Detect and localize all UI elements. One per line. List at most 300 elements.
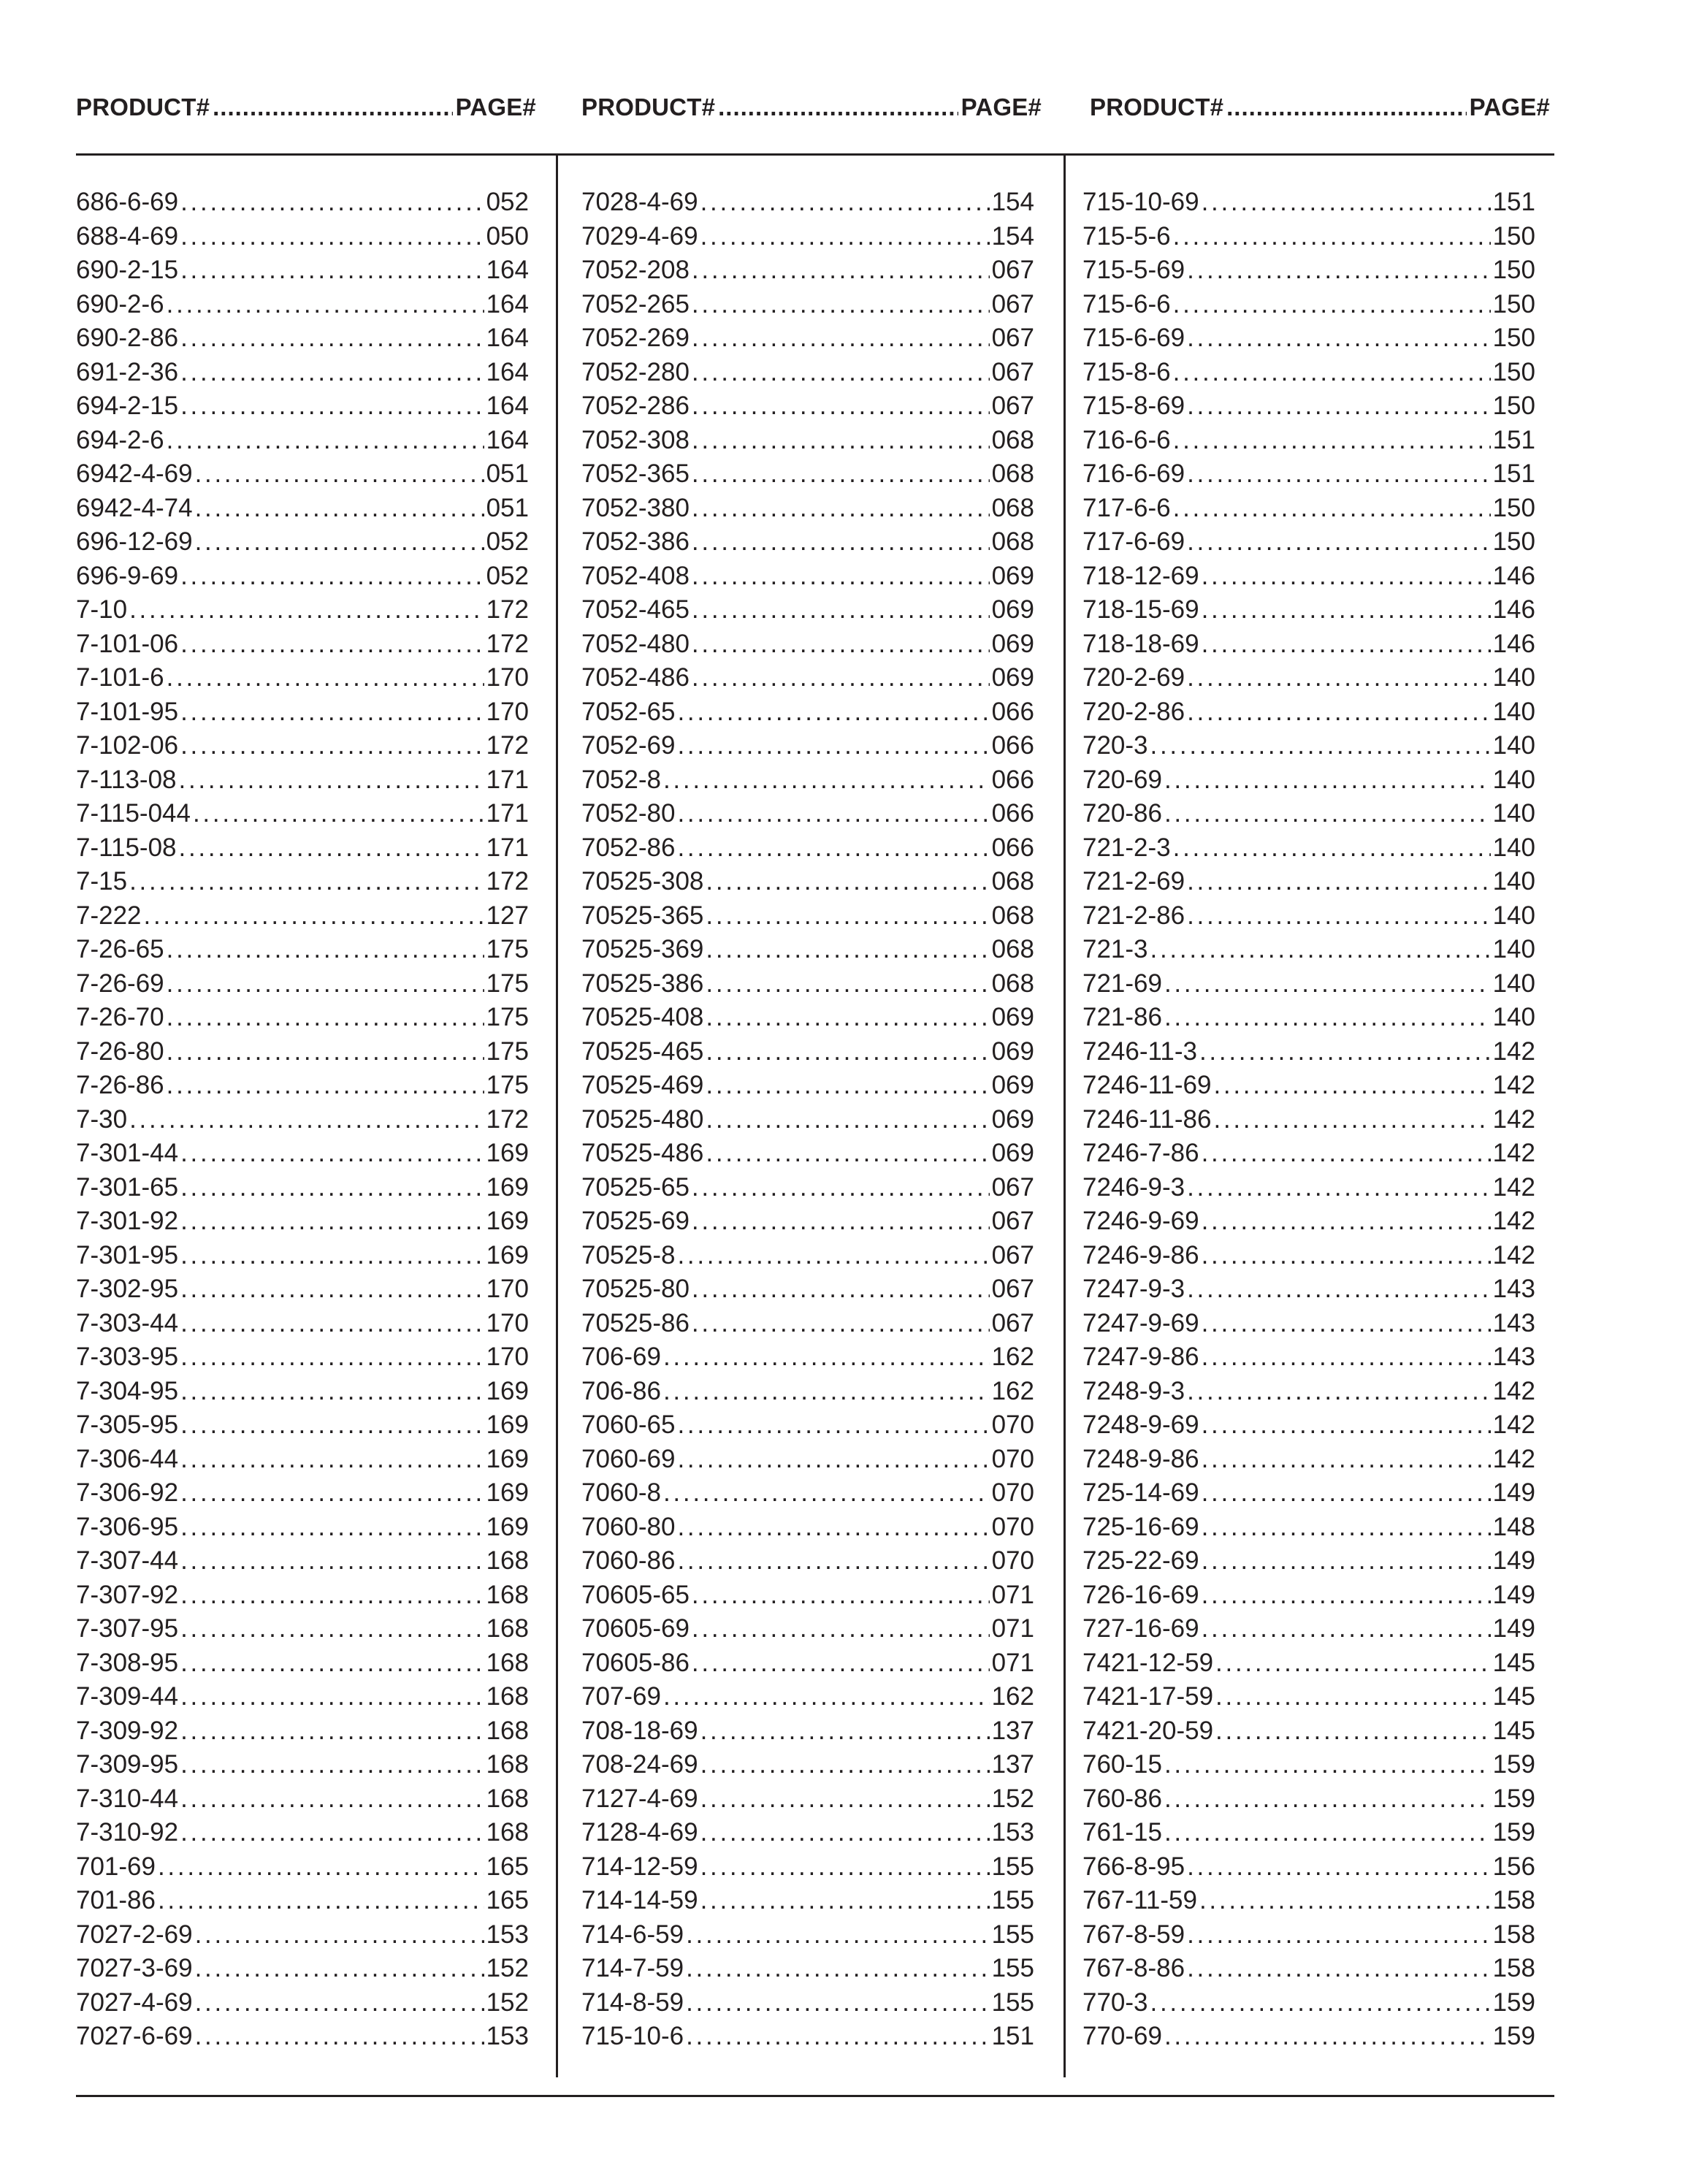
page-number: 071 [991,1580,1034,1609]
index-entry [581,1272,1034,1307]
dot-leader [700,186,990,220]
index-entry [581,1375,1034,1409]
dot-leader [1202,1340,1491,1375]
product-number: 7-26-65 [76,935,164,963]
dot-leader [180,1714,484,1749]
product-number: 7-307-44 [76,1546,179,1575]
product-number: 766-8-95 [1082,1852,1185,1881]
page-number: 067 [991,1240,1034,1269]
product-number: 760-86 [1082,1784,1162,1813]
dot-leader [1202,1239,1491,1273]
product-number: 70525-308 [581,867,704,896]
index-entry [76,1137,529,1171]
index-entry [1082,1680,1535,1714]
index-entry [581,1443,1034,1477]
index-entry [76,1476,529,1511]
page-number: 068 [991,459,1034,488]
index-entry [581,1578,1034,1613]
index-entry [76,661,529,695]
index-entry [76,797,529,831]
page-number: 142 [1492,1376,1535,1405]
product-number: 726-16-69 [1082,1580,1199,1609]
index-entry [1082,1272,1535,1307]
dot-leader [1150,1986,1491,2020]
page-number: 149 [1492,1546,1535,1575]
header-dot-leader [718,93,958,121]
index-entry [1082,220,1535,254]
dot-leader [180,220,484,254]
dot-leader [1202,593,1491,627]
dot-leader [180,1171,484,1205]
index-entry [76,865,529,899]
dot-leader [195,1986,484,2020]
product-number: 690-2-15 [76,256,179,284]
page-number: 146 [1492,595,1535,624]
dot-leader [677,1544,989,1578]
dot-leader [1173,492,1491,526]
product-number: 7-301-95 [76,1240,179,1269]
page-number: 142 [1492,1240,1535,1269]
dot-leader [167,1069,484,1103]
dot-leader [1173,220,1491,254]
index-entry [76,933,529,967]
index-entry [581,1476,1034,1511]
product-number: 7-306-44 [76,1444,179,1473]
dot-leader [180,1612,484,1646]
page-number: 069 [991,629,1034,658]
index-entry [76,389,529,424]
page-number: 171 [486,833,529,862]
product-number: 7-303-44 [76,1308,179,1337]
page-number: 175 [486,1003,529,1031]
index-entry [76,1782,529,1817]
column-header-1 [76,93,536,121]
product-number: 7-308-95 [76,1648,179,1677]
product-number: 7127-4-69 [581,1784,698,1813]
page-number: 070 [991,1478,1034,1507]
page-number: 168 [486,1648,529,1677]
index-entry [76,1680,529,1714]
dot-leader [180,389,484,424]
index-entry [76,695,529,730]
product-number: 70525-465 [581,1036,704,1066]
index-entry [1082,1035,1535,1069]
page-number: 068 [991,969,1034,998]
page-number: 162 [991,1376,1034,1405]
dot-leader [1215,1680,1491,1714]
index-entry [581,695,1034,730]
page-number: 140 [1492,799,1535,828]
dot-leader [686,1986,989,2020]
product-number: 7246-11-86 [1082,1104,1212,1134]
product-number: 721-2-69 [1082,867,1185,896]
page-number: 175 [486,1036,529,1066]
page-number: 153 [486,2022,529,2050]
page-number: 169 [486,1410,529,1439]
product-number: 7-310-44 [76,1784,179,1813]
page-number: 150 [1492,493,1535,522]
product-number: 7052-280 [581,357,690,386]
index-entry [76,1714,529,1749]
dot-leader [180,1511,484,1545]
index-entry [76,1204,529,1239]
index-entry [581,933,1034,967]
dot-leader [663,1375,990,1409]
page-number: 170 [486,697,529,726]
page-number: 143 [1492,1343,1535,1371]
index-entry [1082,492,1535,526]
index-entry [76,967,529,1001]
dot-leader [700,1714,990,1749]
page-number: 168 [486,1614,529,1643]
dot-leader [706,1001,989,1035]
product-number: 7246-7-86 [1082,1139,1199,1167]
page-number: 150 [1492,289,1535,318]
page-number: 140 [1492,663,1535,692]
index-entry [76,729,529,763]
dot-leader [1202,186,1491,220]
product-number: 721-69 [1082,969,1162,998]
product-number: 7-305-95 [76,1410,179,1439]
dot-leader [706,1035,989,1069]
index-entry [1082,1884,1535,1918]
page-number: 172 [486,595,529,624]
product-number: 761-15 [1082,1818,1162,1847]
page-number: 165 [486,1886,529,1914]
product-number: 7-302-95 [76,1275,179,1303]
product-number: 7052-265 [581,289,690,318]
page-number: 067 [991,289,1034,318]
page-number: 175 [486,1071,529,1099]
product-number: 7-309-95 [76,1750,179,1779]
dot-leader [1187,457,1490,492]
dot-leader [129,593,484,627]
page-number: 069 [991,561,1034,590]
index-entry [1082,2020,1535,2054]
index-entry [581,1884,1034,1918]
page-number: 151 [1492,459,1535,488]
product-number: 714-12-59 [581,1852,698,1881]
dot-leader [167,288,484,322]
product-number: 7246-9-69 [1082,1207,1199,1235]
page-number: 145 [1492,1648,1535,1677]
column-header-3 [1090,93,1550,121]
dot-leader [167,933,484,967]
product-number: 70525-8 [581,1240,676,1269]
product-number: 7029-4-69 [581,221,698,251]
product-number: 767-11-59 [1082,1886,1197,1914]
dot-leader [1202,1307,1491,1341]
index-entry [1082,933,1535,967]
dot-leader [180,1443,484,1477]
index-entry [581,1001,1034,1035]
dot-leader [1202,1443,1491,1477]
page-number: 070 [991,1512,1034,1541]
page-number: 150 [1492,392,1535,420]
product-number: 7052-480 [581,629,690,658]
column-headers [0,93,1707,145]
dot-leader [700,1850,990,1885]
page-number: 164 [486,289,529,318]
page-number: 152 [486,1954,529,1982]
page-number: 170 [486,663,529,692]
index-entry [1082,1443,1535,1477]
product-number: 7-309-92 [76,1716,179,1745]
page-number: 067 [991,392,1034,420]
index-entry [581,1340,1034,1375]
product-number: 715-5-69 [1082,256,1185,284]
page-number: 137 [991,1716,1034,1745]
page-number: 145 [1492,1682,1535,1711]
product-number: 718-15-69 [1082,595,1199,624]
dot-leader [706,1069,989,1103]
index-entry [581,321,1034,356]
index-entry [76,525,529,560]
index-entry [581,1782,1034,1817]
bottom-divider [76,2095,1554,2097]
page-number: 140 [1492,697,1535,726]
dot-leader [1187,389,1490,424]
product-number: 7027-4-69 [76,1988,193,2017]
dot-leader [180,1544,484,1578]
dot-leader [1164,1748,1491,1782]
column-header-2 [581,93,1042,121]
index-entry [581,525,1034,560]
index-entry [1082,1544,1535,1578]
product-number: 694-2-15 [76,392,179,420]
product-number: 716-6-6 [1082,425,1171,454]
page-number: 165 [486,1852,529,1881]
dot-leader [692,288,990,322]
page-number: 159 [1492,1818,1535,1847]
dot-leader [1187,1272,1490,1307]
index-entry [76,1069,529,1103]
page-number: 168 [486,1580,529,1609]
product-number: 716-6-69 [1082,459,1185,488]
dot-leader [1187,1952,1490,1986]
index-entry [76,1272,529,1307]
index-entry [581,424,1034,458]
product-number: 7052-86 [581,833,676,862]
index-entry [1082,1103,1535,1137]
page-number: 067 [991,324,1034,352]
dot-leader [677,1443,989,1477]
dot-leader [677,797,989,831]
dot-leader [692,1646,990,1681]
index-entry [76,1612,529,1646]
page-number: 150 [1492,357,1535,386]
index-entry [581,1544,1034,1578]
index-entry [1082,1069,1535,1103]
index-entry [76,321,529,356]
product-number: 70525-486 [581,1139,704,1167]
page-number: 170 [486,1343,529,1371]
page-number: 051 [486,493,529,522]
dot-leader [677,729,989,763]
index-entry [581,186,1034,220]
index-entry [581,1986,1034,2020]
dot-leader [1213,1103,1490,1137]
index-entry [581,967,1034,1001]
page-number: 172 [486,629,529,658]
index-entry [581,389,1034,424]
index-entry [581,593,1034,627]
page-number: 150 [1492,527,1535,556]
page-number: 070 [991,1546,1034,1575]
dot-leader [692,457,990,492]
index-entry [581,2020,1034,2054]
product-number: 707-69 [581,1682,661,1711]
dot-leader [1202,1612,1491,1646]
dot-leader [1173,831,1491,866]
dot-leader [706,865,989,899]
dot-leader [700,220,990,254]
page-number: 164 [486,324,529,352]
dot-leader [1164,967,1491,1001]
dot-leader [692,661,990,695]
dot-leader [167,661,484,695]
dot-leader [1199,1884,1491,1918]
index-entry [581,661,1034,695]
product-number: 7-101-6 [76,663,164,692]
index-entry [76,1443,529,1477]
product-number: 770-69 [1082,2022,1162,2050]
dot-leader [1173,288,1491,322]
index-entry [581,763,1034,798]
page-header-label: PAGE# [455,93,536,121]
index-entry [1082,1340,1535,1375]
index-entry [76,899,529,933]
page-number: 162 [991,1682,1034,1711]
dot-leader [692,1578,990,1613]
product-number: 7060-65 [581,1410,676,1439]
page-number: 155 [991,1852,1034,1881]
index-entry [1082,356,1535,390]
page-number: 066 [991,765,1034,794]
product-number: 7248-9-3 [1082,1376,1185,1405]
index-entry [581,1714,1034,1749]
dot-leader [180,1408,484,1443]
product-number: 7052-486 [581,663,690,692]
index-entry [1082,797,1535,831]
product-number: 690-2-86 [76,324,179,352]
product-number: 7247-9-86 [1082,1343,1199,1371]
product-number: 7-15 [76,867,128,896]
product-number: 7246-11-3 [1082,1036,1197,1066]
page-number: 068 [991,425,1034,454]
page-number: 140 [1492,901,1535,930]
page-number: 140 [1492,731,1535,760]
page-number: 142 [1492,1071,1535,1099]
product-number: 7-26-80 [76,1036,164,1066]
dot-leader [663,1476,990,1511]
page-number: 151 [1492,188,1535,216]
dot-leader [1202,1137,1491,1171]
dot-leader [1187,1850,1490,1885]
index-entry [581,560,1034,594]
product-number: 708-18-69 [581,1716,698,1745]
dot-leader [692,560,990,594]
index-entry [581,1103,1034,1137]
page-number: 066 [991,833,1034,862]
product-number: 7-101-95 [76,697,179,726]
index-entry [76,1171,529,1205]
page-header-label: PAGE# [1469,93,1550,121]
dot-leader [700,1748,990,1782]
page-number: 159 [1492,1750,1535,1779]
index-entry [581,288,1034,322]
page-number: 152 [991,1784,1034,1813]
index-entry [581,797,1034,831]
product-number: 7060-8 [581,1478,661,1507]
dot-leader [692,492,990,526]
page-number: 140 [1492,969,1535,998]
dot-leader [144,899,484,933]
product-number: 70605-86 [581,1648,690,1677]
product-number: 70525-86 [581,1308,690,1337]
page-number: 164 [486,392,529,420]
page-number: 170 [486,1308,529,1337]
dot-leader [1187,1375,1490,1409]
dot-leader [692,593,990,627]
page-number: 168 [486,1784,529,1813]
index-entry [76,831,529,866]
index-entry [1082,1375,1535,1409]
product-number: 7421-12-59 [1082,1648,1214,1677]
index-entry [76,1408,529,1443]
page-number: 162 [991,1343,1034,1371]
dot-leader [1199,1035,1491,1069]
product-number: 7-307-92 [76,1580,179,1609]
index-entry [1082,593,1535,627]
dot-leader [180,1340,484,1375]
product-number: 7-115-08 [76,833,177,862]
dot-leader [663,1340,990,1375]
product-number: 714-6-59 [581,1920,684,1949]
index-entry [1082,1850,1535,1885]
product-number: 70525-480 [581,1104,704,1134]
dot-leader [167,967,484,1001]
dot-leader [1164,1001,1491,1035]
dot-leader [692,253,990,288]
dot-leader [1187,865,1490,899]
column-divider-2 [1063,155,1066,2077]
index-entry [76,1850,529,1885]
index-entry [76,457,529,492]
page-number: 172 [486,1104,529,1134]
product-number: 760-15 [1082,1750,1162,1779]
product-number: 725-22-69 [1082,1546,1199,1575]
product-number: 7027-2-69 [76,1920,193,1949]
page-number: 155 [991,1988,1034,2017]
dot-leader [180,1239,484,1273]
dot-leader [195,2020,484,2054]
page-number: 154 [991,188,1034,216]
index-entry [581,1307,1034,1341]
page-number: 142 [1492,1410,1535,1439]
page-number: 068 [991,901,1034,930]
index-entry [581,899,1034,933]
page-number: 158 [1492,1954,1535,1982]
page-number: 146 [1492,561,1535,590]
dot-leader [692,1307,990,1341]
page-number: 067 [991,256,1034,284]
page-number: 050 [486,221,529,251]
index-entry [581,1952,1034,1986]
product-number: 7128-4-69 [581,1818,698,1847]
product-number: 715-8-6 [1082,357,1171,386]
page-number: 140 [1492,765,1535,794]
